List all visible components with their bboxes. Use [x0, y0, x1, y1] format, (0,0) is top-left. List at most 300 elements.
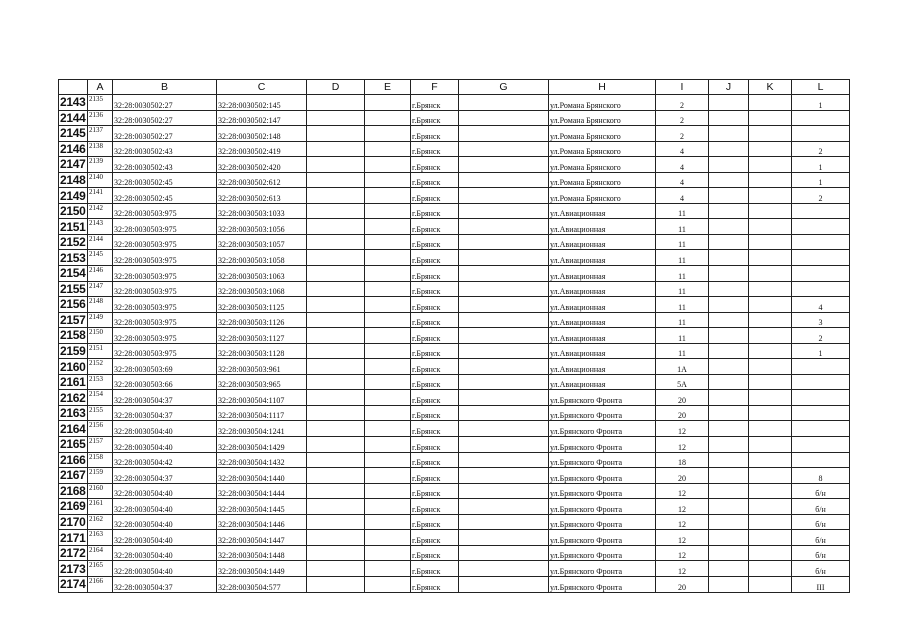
cell-f[interactable]: г.Брянск — [411, 234, 459, 250]
cell-b[interactable]: 32:28:0030504:37 — [113, 405, 217, 421]
cell-h[interactable]: ул.Брянского Фронта — [549, 421, 656, 437]
cell-f[interactable]: г.Брянск — [411, 141, 459, 157]
cell-b[interactable]: 32:28:0030503:975 — [113, 343, 217, 359]
cell-a[interactable]: 2155 — [88, 405, 113, 421]
cell-d[interactable] — [307, 343, 365, 359]
row-number[interactable]: 2145 — [60, 126, 86, 141]
column-header-j[interactable]: J — [709, 80, 749, 95]
cell-g[interactable] — [459, 188, 549, 204]
cell-h[interactable]: ул.Брянского Фронта — [549, 576, 656, 592]
cell-k[interactable] — [749, 188, 792, 204]
cell-l[interactable]: 2 — [792, 328, 850, 344]
cell-b[interactable]: 32:28:0030503:975 — [113, 203, 217, 219]
cell-l[interactable] — [792, 374, 850, 390]
cell-b[interactable]: 32:28:0030504:40 — [113, 514, 217, 530]
cell-i[interactable]: 20 — [656, 576, 709, 592]
cell-b[interactable]: 32:28:0030503:975 — [113, 281, 217, 297]
column-header-b[interactable]: B — [113, 80, 217, 95]
cell-j[interactable] — [709, 110, 749, 126]
row-number[interactable]: 2172 — [60, 546, 86, 561]
cell-b[interactable]: 32:28:0030504:40 — [113, 483, 217, 499]
cell-b[interactable]: 32:28:0030503:975 — [113, 266, 217, 282]
row-number[interactable]: 2171 — [60, 530, 86, 545]
cell-k[interactable] — [749, 266, 792, 282]
cell-i[interactable]: 11 — [656, 312, 709, 328]
cell-h[interactable]: ул.Авиационная — [549, 219, 656, 235]
row-number[interactable]: 2153 — [60, 250, 86, 265]
cell-h[interactable]: ул.Брянского Фронта — [549, 405, 656, 421]
row-number[interactable]: 2146 — [60, 141, 86, 156]
cell-d[interactable] — [307, 250, 365, 266]
cell-b[interactable]: 32:28:0030503:66 — [113, 374, 217, 390]
cell-k[interactable] — [749, 219, 792, 235]
cell-c[interactable]: 32:28:0030504:1440 — [217, 468, 307, 484]
cell-e[interactable] — [365, 390, 411, 406]
cell-j[interactable] — [709, 545, 749, 561]
row-number[interactable]: 2150 — [60, 204, 86, 219]
cell-h[interactable]: ул.Брянского Фронта — [549, 545, 656, 561]
cell-c[interactable]: 32:28:0030504:1445 — [217, 499, 307, 515]
cell-f[interactable]: г.Брянск — [411, 219, 459, 235]
cell-a[interactable]: 2159 — [88, 468, 113, 484]
cell-e[interactable] — [365, 297, 411, 313]
column-header-f[interactable]: F — [411, 80, 459, 95]
cell-e[interactable] — [365, 452, 411, 468]
cell-l[interactable] — [792, 126, 850, 142]
cell-e[interactable] — [365, 374, 411, 390]
cell-f[interactable]: г.Брянск — [411, 437, 459, 453]
cell-i[interactable]: 4 — [656, 172, 709, 188]
column-header-i[interactable]: I — [656, 80, 709, 95]
cell-e[interactable] — [365, 172, 411, 188]
cell-g[interactable] — [459, 266, 549, 282]
column-header-k[interactable]: K — [749, 80, 792, 95]
cell-k[interactable] — [749, 203, 792, 219]
cell-f[interactable]: г.Брянск — [411, 281, 459, 297]
column-header-l[interactable]: L — [792, 80, 850, 95]
cell-a[interactable]: 2153 — [88, 374, 113, 390]
cell-j[interactable] — [709, 266, 749, 282]
cell-d[interactable] — [307, 328, 365, 344]
cell-b[interactable]: 32:28:0030504:40 — [113, 545, 217, 561]
cell-h[interactable]: ул.Брянского Фронта — [549, 514, 656, 530]
cell-g[interactable] — [459, 514, 549, 530]
cell-e[interactable] — [365, 545, 411, 561]
cell-f[interactable]: г.Брянск — [411, 452, 459, 468]
cell-e[interactable] — [365, 234, 411, 250]
cell-l[interactable]: б/н — [792, 530, 850, 546]
cell-e[interactable] — [365, 530, 411, 546]
cell-d[interactable] — [307, 126, 365, 142]
cell-j[interactable] — [709, 250, 749, 266]
cell-k[interactable] — [749, 234, 792, 250]
cell-k[interactable] — [749, 250, 792, 266]
cell-f[interactable]: г.Брянск — [411, 110, 459, 126]
cell-f[interactable]: г.Брянск — [411, 203, 459, 219]
cell-a[interactable]: 2142 — [88, 203, 113, 219]
row-number[interactable]: 2143 — [60, 95, 86, 110]
cell-g[interactable] — [459, 421, 549, 437]
cell-g[interactable] — [459, 328, 549, 344]
cell-i[interactable]: 4 — [656, 141, 709, 157]
cell-j[interactable] — [709, 141, 749, 157]
cell-e[interactable] — [365, 328, 411, 344]
cell-k[interactable] — [749, 468, 792, 484]
cell-l[interactable]: 4 — [792, 297, 850, 313]
cell-j[interactable] — [709, 514, 749, 530]
cell-i[interactable]: 2 — [656, 126, 709, 142]
cell-d[interactable] — [307, 141, 365, 157]
cell-g[interactable] — [459, 219, 549, 235]
cell-l[interactable]: 2 — [792, 141, 850, 157]
cell-i[interactable]: 20 — [656, 468, 709, 484]
cell-d[interactable] — [307, 203, 365, 219]
cell-f[interactable]: г.Брянск — [411, 126, 459, 142]
cell-l[interactable] — [792, 421, 850, 437]
cell-d[interactable] — [307, 266, 365, 282]
cell-h[interactable]: ул.Авиационная — [549, 266, 656, 282]
cell-l[interactable]: 1 — [792, 172, 850, 188]
cell-j[interactable] — [709, 530, 749, 546]
cell-i[interactable]: 11 — [656, 219, 709, 235]
cell-d[interactable] — [307, 561, 365, 577]
cell-e[interactable] — [365, 188, 411, 204]
cell-l[interactable] — [792, 250, 850, 266]
cell-l[interactable] — [792, 219, 850, 235]
cell-a[interactable]: 2150 — [88, 328, 113, 344]
cell-c[interactable]: 32:28:0030502:613 — [217, 188, 307, 204]
cell-h[interactable]: ул.Романа Брянского — [549, 110, 656, 126]
column-header-g[interactable]: G — [459, 80, 549, 95]
cell-a[interactable]: 2147 — [88, 281, 113, 297]
cell-l[interactable] — [792, 281, 850, 297]
column-header-c[interactable]: C — [217, 80, 307, 95]
cell-a[interactable]: 2149 — [88, 312, 113, 328]
cell-j[interactable] — [709, 172, 749, 188]
cell-l[interactable] — [792, 390, 850, 406]
cell-g[interactable] — [459, 545, 549, 561]
cell-g[interactable] — [459, 172, 549, 188]
cell-a[interactable]: 2143 — [88, 219, 113, 235]
cell-a[interactable]: 2164 — [88, 545, 113, 561]
cell-l[interactable] — [792, 359, 850, 375]
cell-e[interactable] — [365, 141, 411, 157]
cell-h[interactable]: ул.Романа Брянского — [549, 95, 656, 111]
cell-j[interactable] — [709, 390, 749, 406]
cell-c[interactable]: 32:28:0030503:961 — [217, 359, 307, 375]
cell-i[interactable]: 11 — [656, 266, 709, 282]
cell-e[interactable] — [365, 405, 411, 421]
cell-h[interactable]: ул.Авиационная — [549, 328, 656, 344]
cell-d[interactable] — [307, 95, 365, 111]
cell-j[interactable] — [709, 576, 749, 592]
cell-c[interactable]: 32:28:0030504:1241 — [217, 421, 307, 437]
row-number[interactable]: 2162 — [60, 390, 86, 405]
cell-c[interactable]: 32:28:0030503:1056 — [217, 219, 307, 235]
cell-e[interactable] — [365, 281, 411, 297]
cell-c[interactable]: 32:28:0030503:1125 — [217, 297, 307, 313]
cell-g[interactable] — [459, 297, 549, 313]
cell-g[interactable] — [459, 157, 549, 173]
row-number[interactable]: 2165 — [60, 437, 86, 452]
cell-d[interactable] — [307, 172, 365, 188]
cell-b[interactable]: 32:28:0030503:975 — [113, 250, 217, 266]
cell-a[interactable]: 2158 — [88, 452, 113, 468]
cell-c[interactable]: 32:28:0030504:1107 — [217, 390, 307, 406]
cell-l[interactable] — [792, 110, 850, 126]
cell-d[interactable] — [307, 545, 365, 561]
cell-g[interactable] — [459, 530, 549, 546]
cell-e[interactable] — [365, 203, 411, 219]
cell-g[interactable] — [459, 203, 549, 219]
cell-j[interactable] — [709, 499, 749, 515]
cell-k[interactable] — [749, 95, 792, 111]
cell-f[interactable]: г.Брянск — [411, 343, 459, 359]
cell-h[interactable]: ул.Авиационная — [549, 203, 656, 219]
cell-c[interactable]: 32:28:0030503:1126 — [217, 312, 307, 328]
cell-c[interactable]: 32:28:0030503:1057 — [217, 234, 307, 250]
cell-a[interactable]: 2152 — [88, 359, 113, 375]
cell-g[interactable] — [459, 110, 549, 126]
row-number[interactable]: 2167 — [60, 468, 86, 483]
cell-h[interactable]: ул.Романа Брянского — [549, 188, 656, 204]
cell-c[interactable]: 32:28:0030504:1447 — [217, 530, 307, 546]
row-number[interactable]: 2166 — [60, 452, 86, 467]
cell-k[interactable] — [749, 281, 792, 297]
cell-b[interactable]: 32:28:0030503:69 — [113, 359, 217, 375]
row-number[interactable]: 2144 — [60, 110, 86, 125]
cell-c[interactable]: 32:28:0030502:419 — [217, 141, 307, 157]
row-number[interactable]: 2160 — [60, 359, 86, 374]
row-number[interactable]: 2158 — [60, 328, 86, 343]
cell-l[interactable] — [792, 234, 850, 250]
cell-i[interactable]: 12 — [656, 421, 709, 437]
cell-d[interactable] — [307, 437, 365, 453]
cell-l[interactable] — [792, 437, 850, 453]
cell-d[interactable] — [307, 234, 365, 250]
cell-f[interactable]: г.Брянск — [411, 188, 459, 204]
cell-h[interactable]: ул.Авиационная — [549, 250, 656, 266]
cell-j[interactable] — [709, 95, 749, 111]
cell-j[interactable] — [709, 452, 749, 468]
row-number[interactable]: 2148 — [60, 173, 86, 187]
cell-h[interactable]: ул.Романа Брянского — [549, 157, 656, 173]
cell-e[interactable] — [365, 110, 411, 126]
cell-i[interactable]: 11 — [656, 203, 709, 219]
cell-f[interactable]: г.Брянск — [411, 576, 459, 592]
cell-i[interactable]: 11 — [656, 328, 709, 344]
cell-g[interactable] — [459, 390, 549, 406]
column-header-a[interactable]: A — [88, 80, 113, 95]
cell-h[interactable]: ул.Авиационная — [549, 359, 656, 375]
cell-b[interactable]: 32:28:0030503:975 — [113, 312, 217, 328]
cell-e[interactable] — [365, 437, 411, 453]
cell-d[interactable] — [307, 405, 365, 421]
cell-j[interactable] — [709, 219, 749, 235]
cell-b[interactable]: 32:28:0030503:975 — [113, 328, 217, 344]
cell-c[interactable]: 32:28:0030502:145 — [217, 95, 307, 111]
cell-e[interactable] — [365, 468, 411, 484]
cell-d[interactable] — [307, 390, 365, 406]
cell-k[interactable] — [749, 359, 792, 375]
cell-a[interactable]: 2144 — [88, 234, 113, 250]
cell-l[interactable]: б/н — [792, 561, 850, 577]
cell-h[interactable]: ул.Брянского Фронта — [549, 561, 656, 577]
row-number[interactable]: 2174 — [60, 577, 86, 592]
cell-h[interactable]: ул.Авиационная — [549, 281, 656, 297]
cell-i[interactable]: 12 — [656, 545, 709, 561]
cell-d[interactable] — [307, 514, 365, 530]
cell-i[interactable]: 5А — [656, 374, 709, 390]
cell-f[interactable]: г.Брянск — [411, 359, 459, 375]
cell-c[interactable]: 32:28:0030502:420 — [217, 157, 307, 173]
cell-i[interactable]: 1А — [656, 359, 709, 375]
cell-k[interactable] — [749, 576, 792, 592]
cell-e[interactable] — [365, 576, 411, 592]
cell-e[interactable] — [365, 499, 411, 515]
cell-c[interactable]: 32:28:0030504:1446 — [217, 514, 307, 530]
cell-f[interactable]: г.Брянск — [411, 266, 459, 282]
cell-a[interactable]: 2145 — [88, 250, 113, 266]
cell-j[interactable] — [709, 374, 749, 390]
cell-g[interactable] — [459, 576, 549, 592]
cell-c[interactable]: 32:28:0030504:577 — [217, 576, 307, 592]
cell-c[interactable]: 32:28:0030503:1068 — [217, 281, 307, 297]
cell-j[interactable] — [709, 561, 749, 577]
cell-a[interactable]: 2135 — [88, 95, 113, 111]
cell-b[interactable]: 32:28:0030502:45 — [113, 172, 217, 188]
cell-i[interactable]: 20 — [656, 405, 709, 421]
cell-e[interactable] — [365, 250, 411, 266]
cell-d[interactable] — [307, 188, 365, 204]
cell-i[interactable]: 12 — [656, 437, 709, 453]
cell-a[interactable]: 2165 — [88, 561, 113, 577]
cell-i[interactable]: 2 — [656, 95, 709, 111]
cell-l[interactable]: 3 — [792, 312, 850, 328]
cell-b[interactable]: 32:28:0030504:37 — [113, 576, 217, 592]
cell-j[interactable] — [709, 203, 749, 219]
row-number[interactable]: 2170 — [60, 515, 86, 530]
cell-b[interactable]: 32:28:0030502:45 — [113, 188, 217, 204]
cell-b[interactable]: 32:28:0030504:40 — [113, 530, 217, 546]
cell-g[interactable] — [459, 468, 549, 484]
column-header-d[interactable]: D — [307, 80, 365, 95]
cell-f[interactable]: г.Брянск — [411, 172, 459, 188]
cell-c[interactable]: 32:28:0030503:1127 — [217, 328, 307, 344]
cell-k[interactable] — [749, 110, 792, 126]
cell-a[interactable]: 2146 — [88, 266, 113, 282]
cell-f[interactable]: г.Брянск — [411, 530, 459, 546]
cell-l[interactable]: б/н — [792, 545, 850, 561]
corner-cell[interactable] — [59, 80, 88, 95]
cell-l[interactable]: 8 — [792, 468, 850, 484]
cell-k[interactable] — [749, 126, 792, 142]
cell-d[interactable] — [307, 468, 365, 484]
cell-a[interactable]: 2136 — [88, 110, 113, 126]
cell-j[interactable] — [709, 421, 749, 437]
cell-e[interactable] — [365, 483, 411, 499]
cell-h[interactable]: ул.Брянского Фронта — [549, 452, 656, 468]
cell-c[interactable]: 32:28:0030504:1432 — [217, 452, 307, 468]
cell-d[interactable] — [307, 281, 365, 297]
row-number[interactable]: 2168 — [60, 483, 86, 498]
cell-j[interactable] — [709, 405, 749, 421]
cell-i[interactable]: 12 — [656, 514, 709, 530]
cell-a[interactable]: 2139 — [88, 157, 113, 173]
row-number[interactable]: 2169 — [60, 499, 86, 514]
cell-f[interactable]: г.Брянск — [411, 95, 459, 111]
cell-c[interactable]: 32:28:0030504:1117 — [217, 405, 307, 421]
cell-g[interactable] — [459, 405, 549, 421]
row-number[interactable]: 2161 — [60, 375, 86, 390]
cell-b[interactable]: 32:28:0030504:40 — [113, 437, 217, 453]
cell-l[interactable]: 1 — [792, 343, 850, 359]
cell-d[interactable] — [307, 157, 365, 173]
cell-g[interactable] — [459, 374, 549, 390]
row-number[interactable]: 2147 — [60, 157, 86, 172]
cell-f[interactable]: г.Брянск — [411, 561, 459, 577]
cell-c[interactable]: 32:28:0030503:1058 — [217, 250, 307, 266]
cell-g[interactable] — [459, 234, 549, 250]
cell-a[interactable]: 2163 — [88, 530, 113, 546]
cell-k[interactable] — [749, 514, 792, 530]
cell-g[interactable] — [459, 452, 549, 468]
cell-e[interactable] — [365, 343, 411, 359]
cell-k[interactable] — [749, 343, 792, 359]
cell-j[interactable] — [709, 359, 749, 375]
cell-e[interactable] — [365, 359, 411, 375]
cell-j[interactable] — [709, 328, 749, 344]
cell-f[interactable]: г.Брянск — [411, 405, 459, 421]
cell-a[interactable]: 2141 — [88, 188, 113, 204]
cell-g[interactable] — [459, 250, 549, 266]
row-number[interactable]: 2152 — [60, 235, 86, 250]
cell-f[interactable]: г.Брянск — [411, 514, 459, 530]
cell-i[interactable]: 20 — [656, 390, 709, 406]
cell-c[interactable]: 32:28:0030502:612 — [217, 172, 307, 188]
cell-c[interactable]: 32:28:0030504:1429 — [217, 437, 307, 453]
cell-e[interactable] — [365, 266, 411, 282]
cell-h[interactable]: ул.Брянского Фронта — [549, 499, 656, 515]
cell-k[interactable] — [749, 561, 792, 577]
cell-d[interactable] — [307, 483, 365, 499]
cell-i[interactable]: 11 — [656, 250, 709, 266]
cell-j[interactable] — [709, 157, 749, 173]
cell-c[interactable]: 32:28:0030504:1449 — [217, 561, 307, 577]
cell-f[interactable]: г.Брянск — [411, 421, 459, 437]
cell-g[interactable] — [459, 95, 549, 111]
cell-f[interactable]: г.Брянск — [411, 545, 459, 561]
cell-a[interactable]: 2156 — [88, 421, 113, 437]
cell-e[interactable] — [365, 312, 411, 328]
cell-b[interactable]: 32:28:0030502:27 — [113, 95, 217, 111]
row-number[interactable]: 2156 — [60, 297, 86, 312]
cell-l[interactable]: б/н — [792, 483, 850, 499]
cell-j[interactable] — [709, 483, 749, 499]
cell-d[interactable] — [307, 359, 365, 375]
cell-f[interactable]: г.Брянск — [411, 312, 459, 328]
cell-f[interactable]: г.Брянск — [411, 157, 459, 173]
cell-k[interactable] — [749, 172, 792, 188]
cell-a[interactable]: 2161 — [88, 499, 113, 515]
cell-j[interactable] — [709, 437, 749, 453]
cell-h[interactable]: ул.Авиационная — [549, 297, 656, 313]
cell-h[interactable]: ул.Брянского Фронта — [549, 530, 656, 546]
cell-i[interactable]: 4 — [656, 157, 709, 173]
cell-f[interactable]: г.Брянск — [411, 250, 459, 266]
cell-c[interactable]: 32:28:0030502:147 — [217, 110, 307, 126]
cell-k[interactable] — [749, 328, 792, 344]
